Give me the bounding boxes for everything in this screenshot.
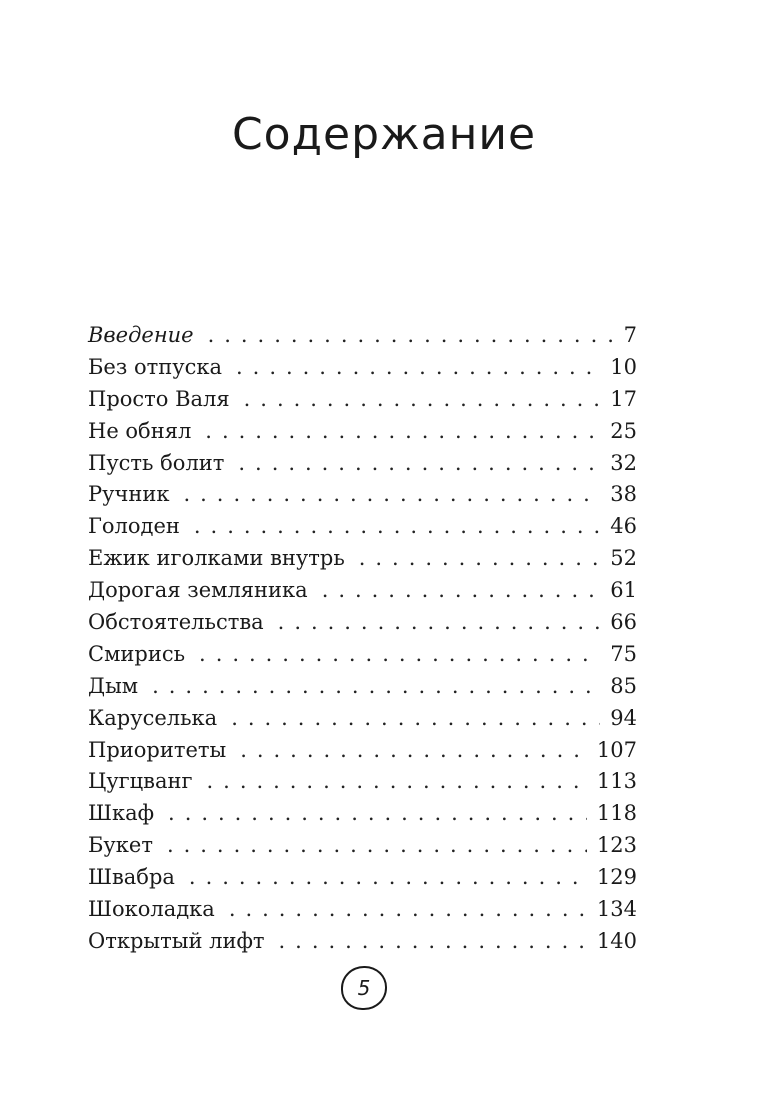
toc-entry-page: 107	[596, 737, 637, 762]
toc-leader-dots	[205, 416, 600, 448]
toc-entry-title: Пусть болит	[88, 450, 225, 475]
toc-entry-page: 75	[610, 641, 637, 666]
toc-entry-title: Ежик иголками внутрь	[88, 546, 345, 571]
toc-entry-title: Не обнял	[88, 418, 192, 443]
toc-entry-page: 129	[596, 865, 637, 890]
toc-entry	[88, 926, 637, 958]
toc-leader-dots	[167, 830, 587, 862]
toc-leader-dots	[208, 320, 614, 352]
toc-leader-dots	[231, 703, 600, 735]
toc-entry-page: 10	[610, 354, 637, 379]
toc-entry-page: 52	[610, 546, 637, 571]
toc-entry-page: 66	[610, 610, 637, 635]
toc-entry-title: Цугцванг	[88, 769, 193, 794]
toc-entry-title: Ручник	[88, 482, 170, 507]
toc-entry-title: Приоритеты	[88, 737, 227, 762]
toc-leader-dots	[279, 926, 587, 958]
toc-leader-dots	[194, 511, 600, 543]
toc-leader-dots	[152, 671, 600, 703]
toc-entry-title: Шкаф	[88, 801, 155, 826]
toc-leader-dots	[184, 479, 601, 511]
toc-entry	[88, 607, 637, 639]
toc-entry-page: 123	[596, 833, 637, 858]
toc-leader-dots	[244, 384, 601, 416]
toc-leader-dots	[207, 766, 587, 798]
toc-entry-title: Дорогая земляника	[88, 578, 308, 603]
toc-entry	[88, 735, 637, 767]
toc-entry-page: 140	[596, 928, 637, 953]
toc-entry	[88, 798, 637, 830]
toc-leader-dots	[168, 798, 587, 830]
toc-entry	[88, 671, 637, 703]
toc-leader-dots	[236, 352, 600, 384]
toc-entry-title: Просто Валя	[88, 386, 230, 411]
toc-leader-dots	[278, 607, 601, 639]
toc-entry-page: 38	[610, 482, 637, 507]
toc-entry-title: Шоколадка	[88, 897, 215, 922]
toc-entry	[88, 448, 637, 480]
toc-entry	[88, 543, 637, 575]
toc-entry	[88, 703, 637, 735]
table-of-contents	[88, 320, 637, 958]
toc-entry-page: 32	[610, 450, 637, 475]
toc-entry-title: Обстоятельства	[88, 610, 264, 635]
toc-entry-title: Открытый лифт	[88, 928, 265, 953]
toc-entry-page: 46	[610, 514, 637, 539]
toc-entry-title: Букет	[88, 833, 153, 858]
toc-leader-dots	[189, 862, 587, 894]
toc-leader-dots	[359, 543, 601, 575]
toc-entry-page: 61	[610, 578, 637, 603]
toc-entry-title: Введение	[88, 323, 194, 347]
toc-leader-dots	[229, 894, 587, 926]
toc-entry-page: 25	[610, 418, 637, 443]
toc-entry	[88, 384, 637, 416]
toc-entry	[88, 830, 637, 862]
toc-entry	[88, 894, 637, 926]
toc-entry-title: Голоден	[88, 514, 180, 539]
toc-leader-dots	[240, 735, 587, 767]
toc-entry-page: 113	[596, 769, 637, 794]
toc-entry-title: Без отпуска	[88, 354, 223, 379]
toc-leader-dots	[238, 448, 600, 480]
toc-entry-title: Швабра	[88, 865, 175, 890]
toc-entry	[88, 862, 637, 894]
toc-entry-page: 17	[610, 386, 637, 411]
toc-entry-page: 94	[610, 705, 637, 730]
toc-entry-title: Смирись	[88, 641, 186, 666]
toc-entry	[88, 511, 637, 543]
toc-leader-dots	[199, 639, 600, 671]
toc-entry-title: Каруселька	[88, 705, 218, 730]
toc-entry	[88, 639, 637, 671]
toc-entry-page: 85	[610, 673, 637, 698]
toc-entry	[88, 320, 637, 352]
page-title: Содержание	[231, 109, 537, 160]
toc-entry	[88, 766, 637, 798]
toc-entry	[88, 416, 637, 448]
toc-entry-page: 7	[623, 323, 637, 347]
toc-entry	[88, 479, 637, 511]
toc-entry	[88, 352, 637, 384]
toc-entry	[88, 575, 637, 607]
toc-entry-page: 118	[596, 801, 637, 826]
toc-entry-title: Дым	[88, 673, 139, 698]
toc-leader-dots	[322, 575, 601, 607]
toc-entry-page: 134	[596, 897, 637, 922]
page-number-badge: 5	[341, 966, 387, 1010]
